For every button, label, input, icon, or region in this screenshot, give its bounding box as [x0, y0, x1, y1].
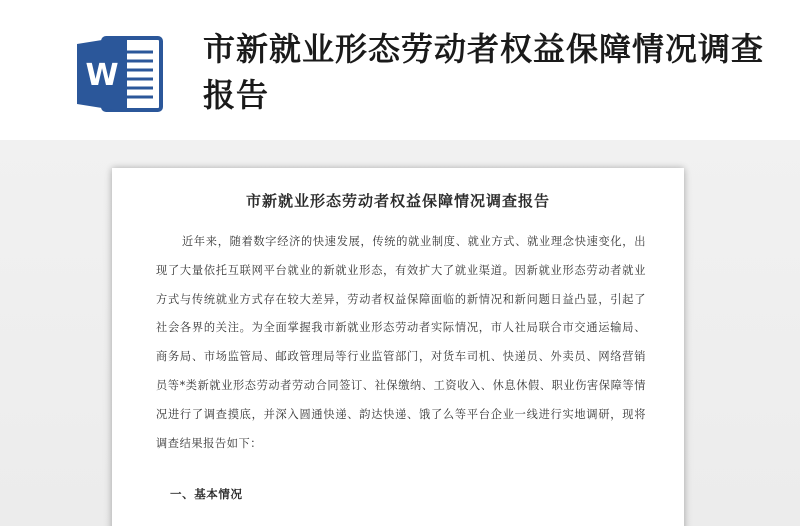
document-page [112, 168, 684, 526]
page-title: 市新就业形态劳动者权益保障情况调查报告 [203, 30, 765, 114]
section-heading: 一、基本情况 [170, 487, 243, 501]
word-document-icon [73, 32, 169, 116]
document-title: 市新就业形态劳动者权益保障情况调查报告 [245, 192, 550, 210]
document-paragraph: 近年来，随着数字经济的快速发展，传统的就业制度、就业方式、就业理念快速变化，出现了大量依托互联网平台就业的新就业形态，有效扩大了就业渠道。因新就业形态劳动者就业方式与传统就业方式存在较大差异，劳动者权益保障面临的新情况和新问题日益凸显，引起了社会各界的关注。为全面掌握我市新就业形态劳动者实际情况，市人社局联合市交通运输局、商务局、市场监管局、邮政管理局等行业监管部门，对货车司机、快递员、外卖员、网络营销员等*类新就业形态劳动者劳动合同签订、社保缴纳、工资收入、休息休假、职业伤害保障等情况进行了调查摸底，并深入圆通快递、韵达快递、饿了么等平台企业一线进行实地调研，现将调查结果报告如下： [156, 235, 646, 450]
word-letter: W [85, 58, 119, 93]
